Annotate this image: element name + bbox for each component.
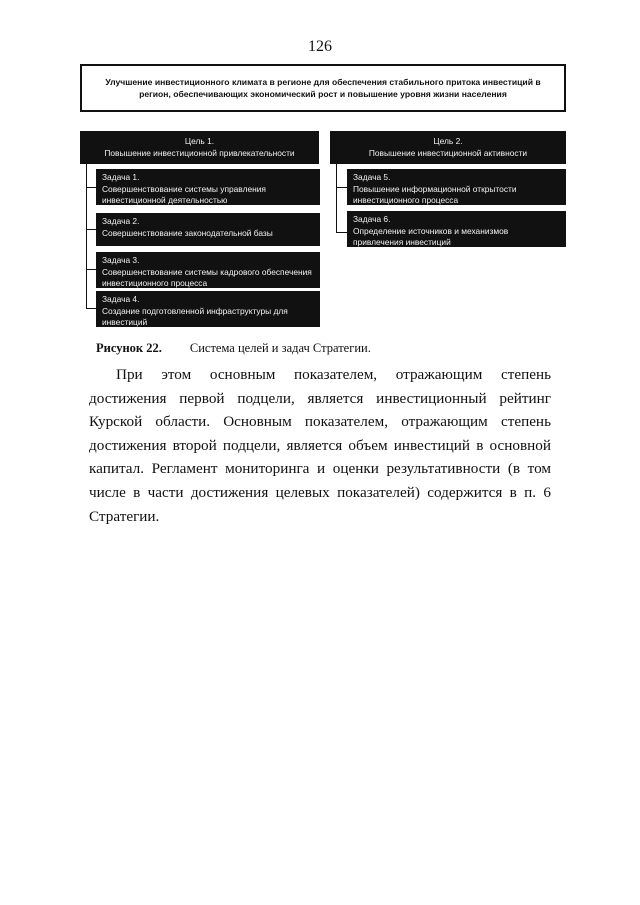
goal-2-connector-task-6 <box>336 232 347 233</box>
task-1-title: Задача 1. <box>102 172 140 182</box>
task-3-box <box>96 252 320 288</box>
task-6-box <box>347 211 566 247</box>
goal-1-title: Цель 1. <box>184 136 215 146</box>
goal-2-connector-task-5 <box>336 187 347 188</box>
task-6-text: Определение источников и механизмов привлечения инвестиций <box>353 225 509 247</box>
task-2-title: Задача 2. <box>102 216 140 226</box>
task-3-title: Задача 3. <box>102 255 140 265</box>
task-4-title: Задача 4. <box>102 294 140 304</box>
page-number: 126 <box>308 38 332 55</box>
goal-2-title: Цель 2. <box>433 136 463 146</box>
goal-1-connector-task-3 <box>86 269 96 270</box>
goal-1-connector-vertical <box>86 164 87 309</box>
goal-1-connector-task-1 <box>86 187 96 188</box>
task-5-text: Повышение информационной открытости инвестиционного процесса <box>353 183 517 205</box>
goal-1-connector-task-4 <box>86 308 96 309</box>
task-5-title: Задача 5. <box>353 172 391 182</box>
task-6-title: Задача 6. <box>353 214 391 224</box>
task-4-text: Создание подготовленной инфраструктуры для инвестиций <box>102 305 288 327</box>
goal-1-header <box>80 131 319 164</box>
task-2-box <box>96 213 320 246</box>
top-goal-box: Улучшение инвестиционного климата в регионе для обеспечения стабильного притока инвестиций в регион, обеспечивающих экономический рост и повышение уровня жизни населения <box>80 64 566 112</box>
goal-2-name: Повышение инвестиционной активности <box>368 147 528 158</box>
goal-1-name: Повышение инвестиционной привлекательности <box>104 147 295 158</box>
goal-1-connector-task-2 <box>86 229 96 230</box>
goal-2-header <box>330 131 566 164</box>
body-text <box>89 363 551 528</box>
task-1-text: Совершенствование системы управления инвестиционной деятельностью <box>102 183 266 205</box>
task-3-text: Совершенствование системы кадрового обеспечения инвестиционного процесса <box>102 266 312 288</box>
task-4-box <box>96 291 320 327</box>
task-2-text: Совершенствование законодательной базы <box>102 227 273 238</box>
task-5-box <box>347 169 566 205</box>
goal-2-connector-vertical <box>336 164 337 233</box>
figure-caption-text: Система целей и задач Стратегии. <box>189 341 371 355</box>
body-paragraph: При этом основным показателем, отражающим степень достижения первой подцели, является инвестиционный рейтинг Курской области. Основным показателем, отражающим степень достижения второй подцели, является объем инвестиций в основной капитал. Регламент мониторинга и оценки результативности (в том числе в части достижения целевых показателей) содержится в п. 6 Стратегии. <box>89 366 551 525</box>
figure-caption-label: Рисунок 22. <box>96 341 162 355</box>
task-1-box <box>96 169 320 205</box>
figure-caption <box>96 341 371 356</box>
